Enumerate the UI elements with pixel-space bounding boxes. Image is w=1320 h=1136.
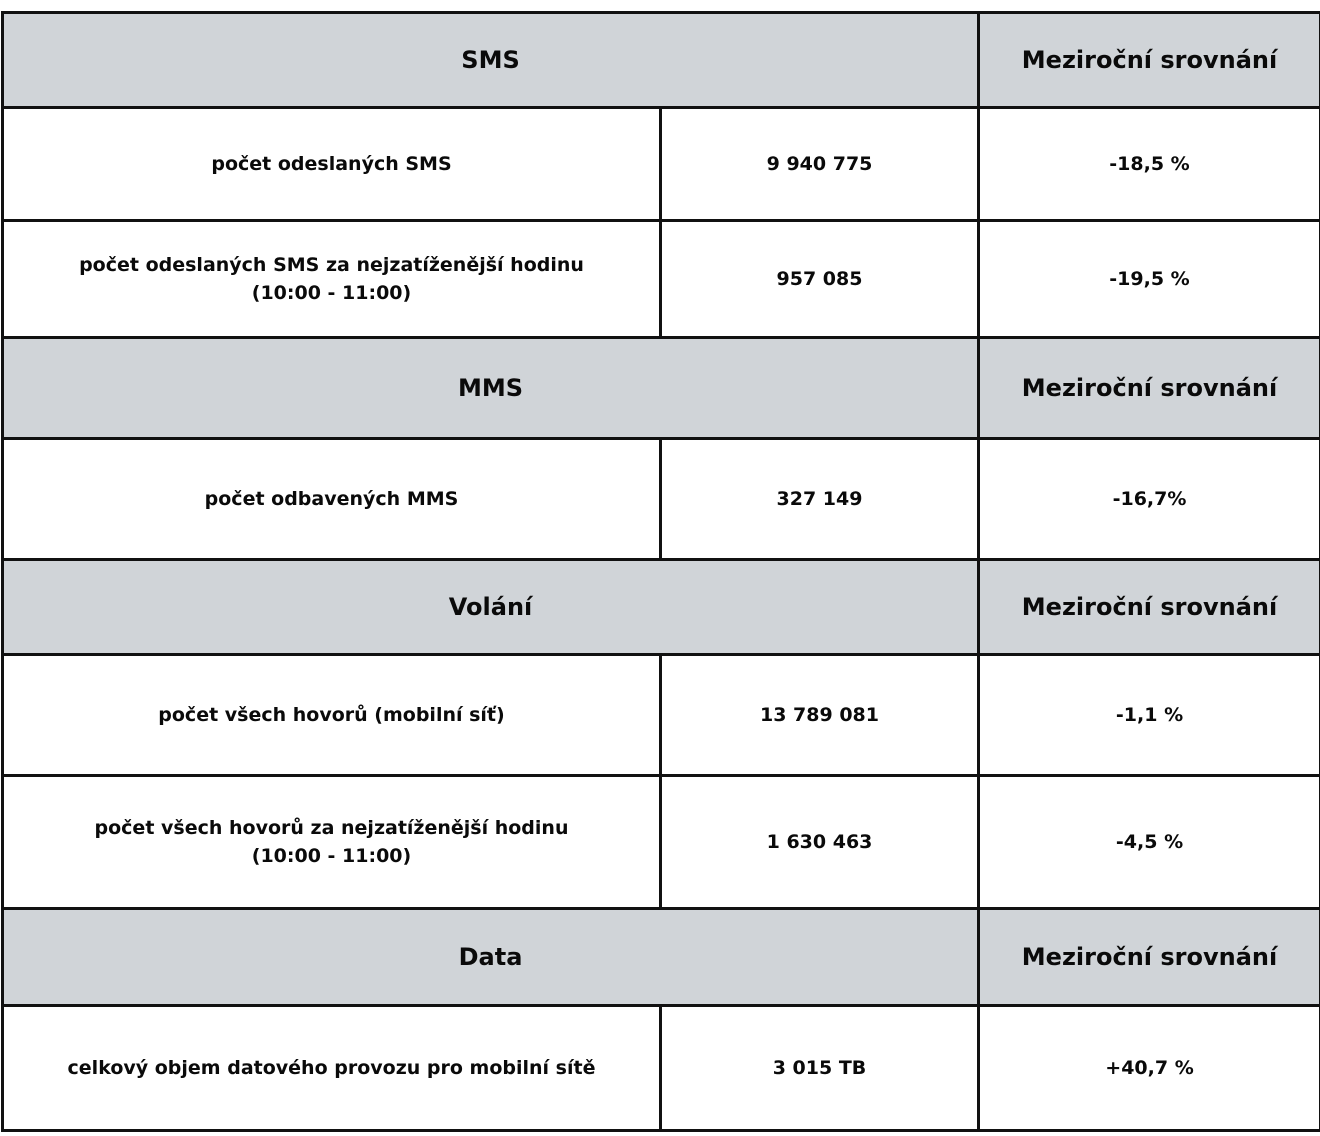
- row-label: [3, 108, 661, 221]
- row-change: -1,1 %: [979, 655, 1320, 776]
- section-title: MMS: [3, 338, 979, 439]
- section-title: Data: [3, 909, 979, 1006]
- row-change: -19,5 %: [979, 221, 1320, 338]
- table-row: [3, 108, 1320, 221]
- row-change: -18,5 %: [979, 108, 1320, 221]
- row-label-line: počet odeslaných SMS: [211, 153, 452, 175]
- row-value: 13 789 081: [661, 655, 979, 776]
- table-row: [3, 655, 1320, 776]
- row-label-line: celkový objem datového provozu pro mobilní sítě: [67, 1057, 596, 1079]
- row-change: +40,7 %: [979, 1006, 1320, 1131]
- row-label: [3, 439, 661, 560]
- row-label-line: počet všech hovorů za nejzatíženější hodinu: [94, 817, 569, 839]
- section-header-calls: [3, 560, 1320, 655]
- telecom-stats-table: [1, 11, 1320, 1132]
- section-title: Volání: [3, 560, 979, 655]
- comparison-header: Meziroční srovnání: [979, 338, 1320, 439]
- row-label-line: počet všech hovorů (mobilní síť): [158, 704, 505, 726]
- row-value: 957 085: [661, 221, 979, 338]
- row-label: [3, 776, 661, 909]
- row-label-line: počet odeslaných SMS za nejzatíženější hodinu: [79, 254, 584, 276]
- row-value: 1 630 463: [661, 776, 979, 909]
- section-header-data: [3, 909, 1320, 1006]
- comparison-header: Meziroční srovnání: [979, 560, 1320, 655]
- row-label-line: (10:00 - 11:00): [251, 845, 412, 867]
- section-header-mms: [3, 338, 1320, 439]
- table-row: [3, 439, 1320, 560]
- row-change: -4,5 %: [979, 776, 1320, 909]
- row-value: 3 015 TB: [661, 1006, 979, 1131]
- row-label-line: (10:00 - 11:00): [251, 282, 412, 304]
- row-value: 327 149: [661, 439, 979, 560]
- row-change: -16,7%: [979, 439, 1320, 560]
- section-title: SMS: [3, 13, 979, 108]
- row-label-line: počet odbavených MMS: [204, 488, 459, 510]
- section-header-sms: [3, 13, 1320, 108]
- row-label: [3, 1006, 661, 1131]
- row-label: [3, 655, 661, 776]
- comparison-header: Meziroční srovnání: [979, 909, 1320, 1006]
- row-label: [3, 221, 661, 338]
- table-row: [3, 776, 1320, 909]
- table-row: [3, 1006, 1320, 1131]
- comparison-header: Meziroční srovnání: [979, 13, 1320, 108]
- table-row: [3, 221, 1320, 338]
- row-value: 9 940 775: [661, 108, 979, 221]
